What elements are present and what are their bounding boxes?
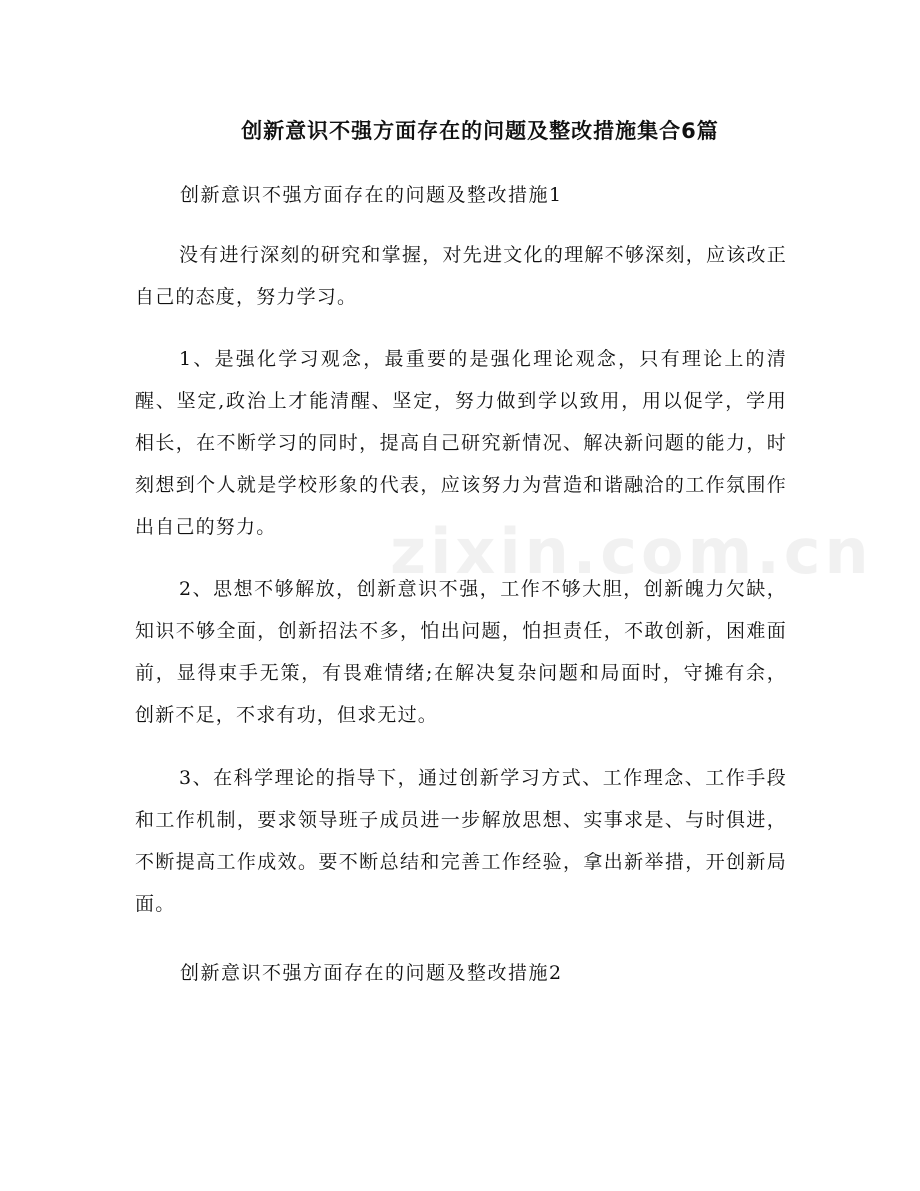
document-title: 创新意识不强方面存在的问题及整改措施集合6篇 bbox=[241, 119, 719, 143]
point-3-paragraph: 3、在科学理论的指导下，通过创新学习方式、工作理念、工作手段和工作机制，要求领导班子成员进一步解放思想、实事求是、与时俱进，不断提高工作成效。要不断总结和完善工作经验，拿出新举措，开创新局面。 bbox=[135, 767, 787, 915]
point-2-paragraph: 2、思想不够解放，创新意识不强，工作不够大胆，创新魄力欠缺，知识不够全面，创新招法不多，怕出问题，怕担责任，不敢创新，困难面前，显得束手无策，有畏难情绪;在解决复杂问题和局面时，守摊有余，创新不足，不求有功，但求无过。 bbox=[135, 578, 787, 726]
intro-paragraph: 没有进行深刻的研究和掌握，对先进文化的理解不够深刻，应该改正自己的态度，努力学习。 bbox=[135, 244, 787, 308]
section-1-heading: 创新意识不强方面存在的问题及整改措施1 bbox=[180, 184, 563, 206]
point-1-paragraph: 1、是强化学习观念，最重要的是强化理论观念，只有理论上的清醒、坚定,政治上才能清醒、坚定，努力做到学以致用，用以促学，学用相长，在不断学习的同时，提高自己研究新情况、解决新问题的能力，时刻想到个人就是学校形象的代表，应该努力为营造和谐融洽的工作氛围作出自己的努力。 bbox=[135, 348, 787, 538]
section-2-heading: 创新意识不强方面存在的问题及整改措施2 bbox=[180, 962, 563, 984]
watermark: zixin.com.cn bbox=[390, 515, 873, 588]
